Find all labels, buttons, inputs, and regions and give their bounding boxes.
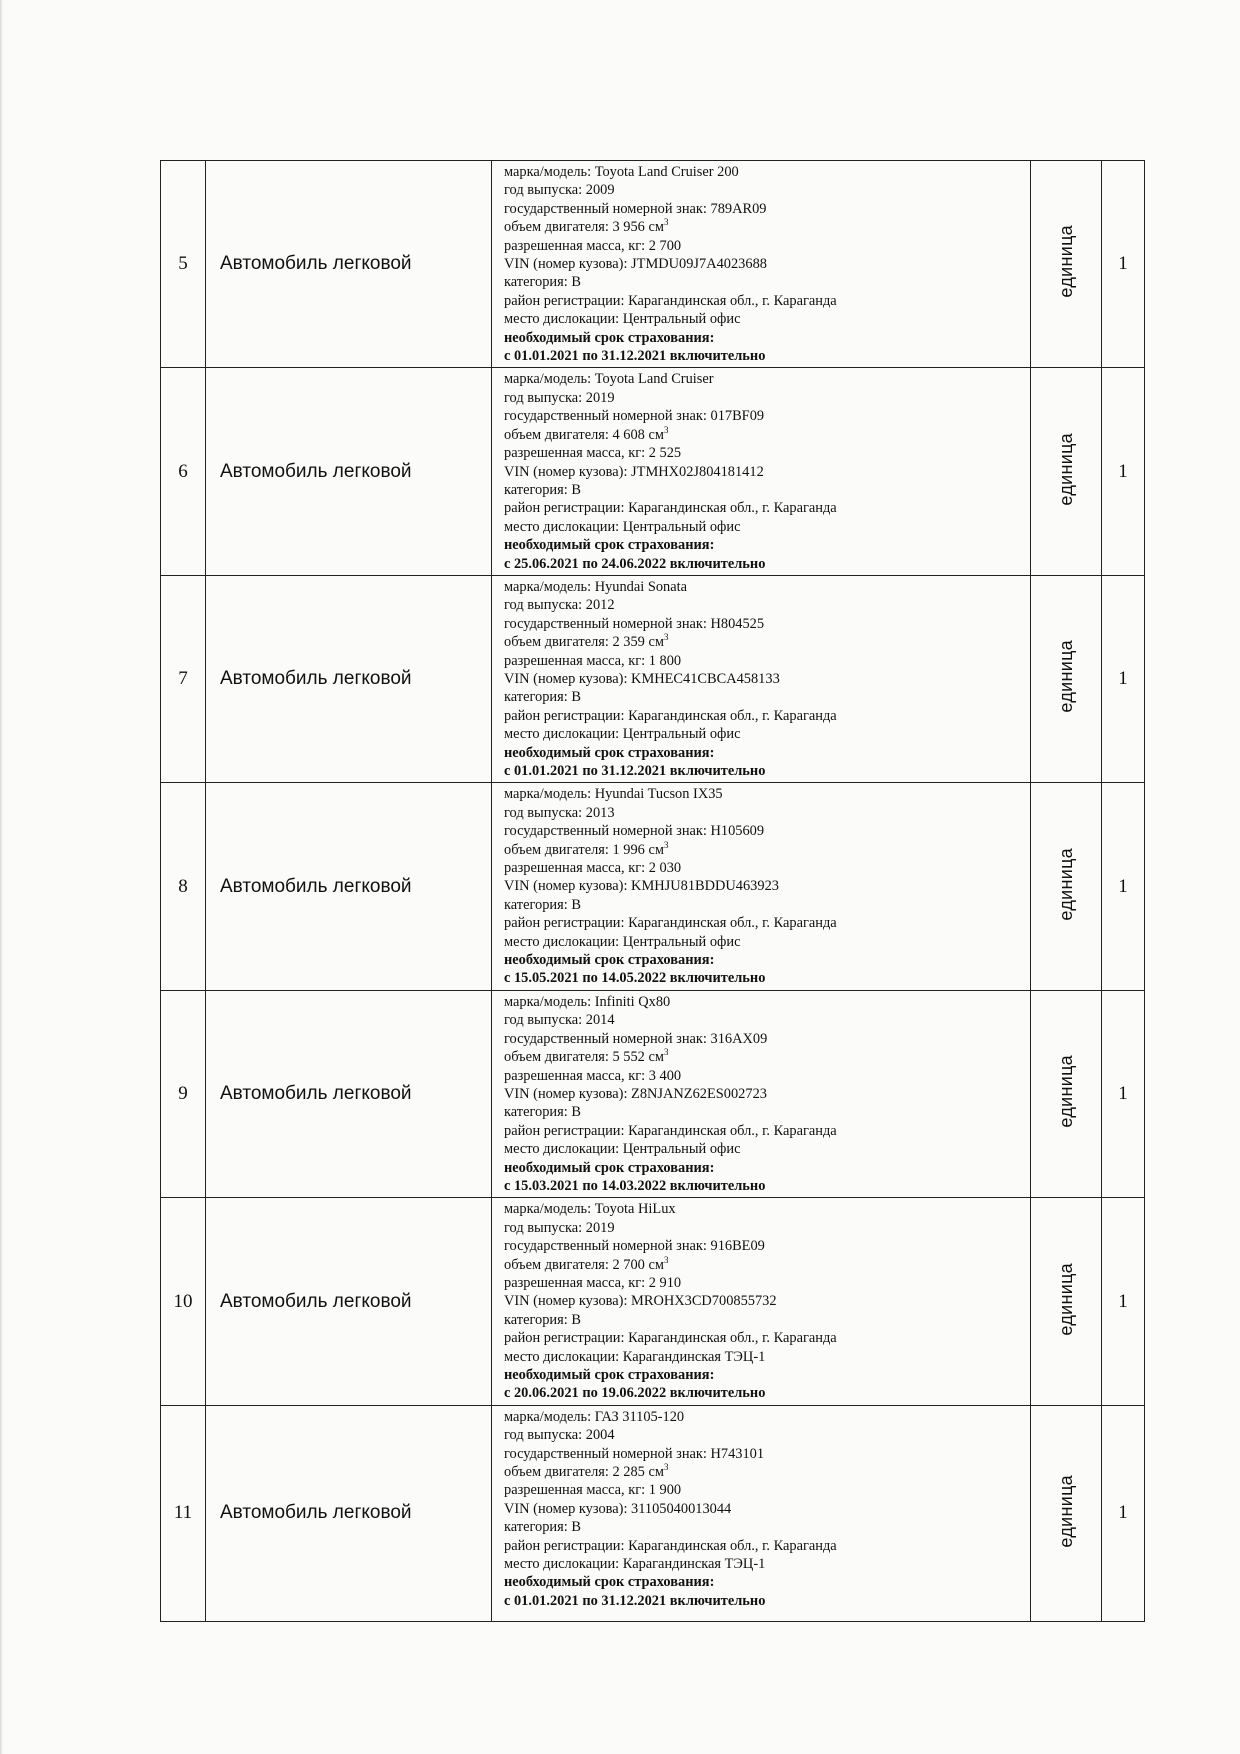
year-label: год выпуска: (504, 1427, 586, 1444)
model-line (504, 1200, 1024, 1218)
engine-line (504, 218, 1024, 236)
plate-line (504, 407, 1024, 425)
item-name: Автомобиль легковой (206, 161, 492, 368)
quantity: 1 (1102, 783, 1145, 990)
plate-line (504, 1030, 1024, 1048)
engine-unit: см (644, 841, 664, 858)
model-value: Infiniti Qx80 (594, 993, 671, 1010)
category-line (504, 1311, 1024, 1329)
engine-label: объем двигателя: (504, 426, 613, 443)
plate-label: государственный номерной знак: (504, 200, 711, 217)
year-value: 2019 (585, 1219, 615, 1236)
location-label: место дислокации: (504, 933, 623, 950)
insurance-period: с 20.06.2021 по 19.06.2022 включительно (504, 1385, 766, 1402)
category-value: B (571, 1104, 581, 1121)
model-value: Hyundai Sonata (594, 578, 688, 595)
region-value: Карагандинская обл., г. Караганда (628, 1537, 837, 1554)
mass-line (504, 1274, 1024, 1292)
engine-value: 2 700 (612, 1256, 645, 1273)
year-line (504, 181, 1024, 199)
engine-unit-exponent: 3 (663, 217, 669, 228)
region-line (504, 499, 1024, 517)
engine-unit: см (644, 1464, 664, 1481)
engine-label: объем двигателя: (504, 1256, 613, 1273)
mass-label: разрешенная масса, кг: (504, 1482, 649, 1499)
engine-value: 2 285 (612, 1464, 645, 1481)
region-label: район регистрации: (504, 500, 629, 517)
category-line (504, 1103, 1024, 1121)
table-row (161, 575, 1145, 782)
row-number: 5 (161, 161, 206, 368)
vehicle-rows (161, 161, 1145, 1622)
category-line (504, 481, 1024, 499)
insurance-period: с 25.06.2021 по 24.06.2022 включительно (504, 555, 766, 572)
location-line (504, 1348, 1024, 1366)
plate-value: 017BF09 (710, 408, 765, 425)
unit-cell (1031, 783, 1102, 990)
row-number: 8 (161, 783, 206, 990)
region-value: Карагандинская обл., г. Караганда (628, 1122, 837, 1139)
quantity: 1 (1102, 161, 1145, 368)
engine-value: 4 608 (612, 426, 645, 443)
mass-value: 2 700 (648, 237, 682, 254)
model-value: Toyota HiLux (594, 1201, 676, 1218)
engine-line (504, 633, 1024, 651)
model-line (504, 1408, 1024, 1426)
vehicle-description (492, 1405, 1031, 1621)
location-label: место дислокации: (504, 726, 623, 743)
engine-unit: см (644, 1049, 664, 1066)
engine-value: 1 996 (612, 841, 645, 858)
item-name: Автомобиль легковой (206, 368, 492, 575)
unit-label: единица (1055, 225, 1076, 299)
insurance-title: необходимый срок страхования: (504, 1159, 715, 1176)
table-row (161, 783, 1145, 990)
model-label: марка/модель: (504, 1408, 595, 1425)
plate-value: 789AR09 (710, 200, 767, 217)
item-name: Автомобиль легковой (206, 575, 492, 782)
unit-label: единица (1055, 432, 1076, 506)
year-label: год выпуска: (504, 1219, 586, 1236)
location-value: Центральный офис (622, 518, 741, 535)
region-value: Карагандинская обл., г. Караганда (628, 292, 837, 309)
category-label: категория: (504, 1104, 572, 1121)
plate-label: государственный номерной знак: (504, 1445, 711, 1462)
plate-line (504, 1237, 1024, 1255)
row-number: 6 (161, 368, 206, 575)
location-label: место дислокации: (504, 1348, 623, 1365)
engine-label: объем двигателя: (504, 1049, 613, 1066)
vin-line (504, 877, 1024, 895)
category-line (504, 273, 1024, 291)
plate-line (504, 1445, 1024, 1463)
insurance-title: необходимый срок страхования: (504, 329, 715, 346)
model-value: Toyota Land Cruiser 200 (594, 164, 739, 180)
location-label: место дислокации: (504, 1556, 623, 1573)
row-number: 7 (161, 575, 206, 782)
model-line (504, 370, 1024, 388)
quantity: 1 (1102, 368, 1145, 575)
location-line (504, 933, 1024, 951)
mass-line (504, 444, 1024, 462)
vin-label: VIN (номер кузова): (504, 463, 632, 480)
year-value: 2013 (585, 804, 615, 821)
plate-value: H743101 (710, 1445, 765, 1462)
vin-line (504, 255, 1024, 273)
engine-unit-exponent: 3 (663, 1047, 669, 1058)
model-label: марка/модель: (504, 1201, 595, 1218)
vehicle-description (492, 368, 1031, 575)
table-row (161, 1405, 1145, 1621)
mass-label: разрешенная масса, кг: (504, 445, 649, 462)
vin-value: MROHX3CD700855732 (631, 1293, 777, 1310)
engine-label: объем двигателя: (504, 1464, 613, 1481)
vin-line (504, 670, 1024, 688)
item-name: Автомобиль легковой (206, 783, 492, 990)
location-label: место дислокации: (504, 311, 623, 328)
item-name: Автомобиль легковой (206, 990, 492, 1197)
category-label: категория: (504, 481, 572, 498)
region-label: район регистрации: (504, 1330, 629, 1347)
year-value: 2014 (585, 1012, 615, 1029)
mass-label: разрешенная масса, кг: (504, 860, 649, 877)
vehicle-description (492, 783, 1031, 990)
category-label: категория: (504, 1311, 572, 1328)
vehicle-description (492, 990, 1031, 1197)
vin-value: JTMHX02J804181412 (631, 463, 764, 480)
category-label: категория: (504, 689, 572, 706)
year-value: 2009 (585, 182, 615, 199)
engine-line (504, 841, 1024, 859)
region-line (504, 1537, 1024, 1555)
unit-cell (1031, 575, 1102, 782)
region-label: район регистрации: (504, 915, 629, 932)
vin-label: VIN (номер кузова): (504, 256, 632, 273)
mass-value: 2 910 (648, 1274, 682, 1291)
quantity: 1 (1102, 575, 1145, 782)
category-value: B (571, 1311, 581, 1328)
mass-value: 1 800 (648, 652, 682, 669)
year-line (504, 804, 1024, 822)
mass-value: 2 525 (648, 445, 682, 462)
quantity: 1 (1102, 990, 1145, 1197)
region-line (504, 1122, 1024, 1140)
vin-value: KMHEC41CBCA458133 (631, 670, 780, 687)
engine-value: 5 552 (612, 1049, 645, 1066)
vin-line (504, 463, 1024, 481)
engine-label: объем двигателя: (504, 219, 613, 236)
year-line (504, 1426, 1024, 1444)
model-label: марка/модель: (504, 371, 595, 388)
insurance-title: необходимый срок страхования: (504, 1367, 715, 1383)
region-label: район регистрации: (504, 1122, 629, 1139)
model-label: марка/модель: (504, 786, 595, 803)
unit-label: единица (1055, 847, 1076, 921)
model-line (504, 163, 1024, 181)
insurance-period: с 01.01.2021 по 31.12.2021 включительно (504, 348, 766, 365)
location-value: Карагандинская ТЭЦ-1 (622, 1556, 766, 1573)
location-value: Центральный офис (622, 311, 741, 328)
quantity: 1 (1102, 1405, 1145, 1621)
category-value: B (571, 481, 581, 498)
region-value: Карагандинская обл., г. Караганда (628, 707, 837, 724)
engine-unit-exponent: 3 (663, 839, 669, 850)
engine-line (504, 1256, 1024, 1274)
row-number: 11 (161, 1405, 206, 1621)
plate-value: H804525 (710, 615, 765, 632)
model-label: марка/модель: (504, 164, 595, 180)
vehicle-description (492, 575, 1031, 782)
scan-edge (0, 0, 3, 1754)
plate-value: 316AX09 (710, 1030, 768, 1047)
plate-line (504, 615, 1024, 633)
vin-line (504, 1085, 1024, 1103)
location-label: место дислокации: (504, 518, 623, 535)
unit-label: единица (1055, 1055, 1076, 1128)
row-number: 10 (161, 1198, 206, 1405)
unit-cell (1031, 161, 1102, 368)
item-name: Автомобиль легковой (206, 1198, 492, 1405)
insurance-title: необходимый срок страхования: (504, 1574, 715, 1591)
year-line (504, 596, 1024, 614)
table-row (161, 368, 1145, 575)
category-line (504, 1518, 1024, 1536)
engine-unit-exponent: 3 (663, 632, 669, 643)
category-label: категория: (504, 274, 572, 291)
year-label: год выпуска: (504, 804, 586, 821)
engine-line (504, 1048, 1024, 1066)
unit-cell (1031, 1405, 1102, 1621)
engine-unit: см (644, 426, 664, 443)
plate-label: государственный номерной знак: (504, 408, 711, 425)
insurance-title: необходимый срок страхования: (504, 744, 715, 761)
insurance-title: необходимый срок страхования: (504, 952, 715, 969)
engine-unit-exponent: 3 (663, 424, 669, 435)
model-value: ГАЗ 31105-120 (594, 1408, 685, 1425)
year-label: год выпуска: (504, 389, 586, 406)
category-label: категория: (504, 1519, 572, 1536)
vin-value: Z8NJANZ62ES002723 (631, 1085, 767, 1102)
mass-line (504, 1481, 1024, 1499)
mass-value: 1 900 (648, 1482, 682, 1499)
vin-label: VIN (номер кузова): (504, 1085, 632, 1102)
engine-unit-exponent: 3 (663, 1462, 669, 1473)
location-value: Центральный офис (622, 933, 741, 950)
engine-unit: см (644, 634, 664, 651)
mass-label: разрешенная масса, кг: (504, 652, 649, 669)
unit-label: единица (1055, 1262, 1076, 1336)
engine-label: объем двигателя: (504, 634, 613, 651)
year-line (504, 1219, 1024, 1237)
plate-label: государственный номерной знак: (504, 823, 711, 840)
unit-cell (1031, 1198, 1102, 1405)
vin-value: JTMDU09J7A4023688 (631, 256, 767, 273)
year-label: год выпуска: (504, 597, 586, 614)
year-value: 2019 (585, 389, 615, 406)
plate-label: государственный номерной знак: (504, 1238, 711, 1255)
year-label: год выпуска: (504, 1012, 586, 1029)
model-line (504, 993, 1024, 1011)
vin-value: 31105040013044 (631, 1500, 732, 1517)
mass-value: 3 400 (648, 1067, 682, 1084)
engine-value: 2 359 (612, 634, 645, 651)
region-line (504, 292, 1024, 310)
vin-label: VIN (номер кузова): (504, 670, 632, 687)
vin-line (504, 1500, 1024, 1518)
location-value: Центральный офис (622, 726, 741, 743)
year-value: 2012 (585, 597, 615, 614)
category-value: B (571, 896, 581, 913)
mass-label: разрешенная масса, кг: (504, 1067, 649, 1084)
vin-line (504, 1292, 1024, 1310)
mass-line (504, 859, 1024, 877)
engine-line (504, 426, 1024, 444)
region-line (504, 707, 1024, 725)
model-label: марка/модель: (504, 993, 595, 1010)
location-line (504, 518, 1024, 536)
item-name: Автомобиль легковой (206, 1405, 492, 1621)
table-row (161, 1198, 1145, 1405)
location-line (504, 725, 1024, 743)
category-label: категория: (504, 896, 572, 913)
location-value: Центральный офис (622, 1141, 741, 1158)
region-value: Карагандинская обл., г. Караганда (628, 500, 837, 517)
year-line (504, 1011, 1024, 1029)
location-line (504, 310, 1024, 328)
model-line (504, 578, 1024, 596)
plate-line (504, 200, 1024, 218)
engine-unit: см (644, 1256, 664, 1273)
insurance-period: с 15.03.2021 по 14.03.2022 включительно (504, 1177, 766, 1194)
plate-label: государственный номерной знак: (504, 615, 711, 632)
insurance-period: с 01.01.2021 по 31.12.2021 включительно (504, 1592, 766, 1609)
insurance-period: с 15.05.2021 по 14.05.2022 включительно (504, 970, 766, 987)
year-label: год выпуска: (504, 182, 586, 199)
mass-label: разрешенная масса, кг: (504, 237, 649, 254)
vehicle-description (492, 161, 1031, 368)
category-line (504, 688, 1024, 706)
plate-value: H105609 (710, 823, 765, 840)
region-line (504, 1329, 1024, 1347)
region-label: район регистрации: (504, 707, 629, 724)
location-line (504, 1140, 1024, 1158)
engine-line (504, 1463, 1024, 1481)
vehicle-description (492, 1198, 1031, 1405)
vin-label: VIN (номер кузова): (504, 1293, 632, 1310)
plate-line (504, 822, 1024, 840)
region-label: район регистрации: (504, 1537, 629, 1554)
unit-cell (1031, 368, 1102, 575)
plate-value: 916BE09 (710, 1238, 765, 1255)
unit-label: единица (1055, 1474, 1076, 1548)
row-number: 9 (161, 990, 206, 1197)
vehicle-spec-table (160, 160, 1145, 1622)
region-label: район регистрации: (504, 292, 629, 309)
model-value: Hyundai Tucson IX35 (594, 786, 723, 803)
engine-value: 3 956 (612, 219, 645, 236)
year-line (504, 389, 1024, 407)
engine-unit-exponent: 3 (663, 1254, 669, 1265)
mass-line (504, 1067, 1024, 1085)
region-value: Карагандинская обл., г. Караганда (628, 915, 837, 932)
table-row (161, 990, 1145, 1197)
category-line (504, 896, 1024, 914)
vin-value: KMHJU81BDDU463923 (631, 878, 779, 895)
mass-line (504, 237, 1024, 255)
vin-label: VIN (номер кузова): (504, 878, 632, 895)
location-label: место дислокации: (504, 1141, 623, 1158)
table-row (161, 161, 1145, 368)
category-value: B (571, 689, 581, 706)
location-value: Карагандинская ТЭЦ-1 (622, 1348, 766, 1365)
plate-label: государственный номерной знак: (504, 1030, 711, 1047)
location-line (504, 1555, 1024, 1573)
category-value: B (571, 274, 581, 291)
vin-label: VIN (номер кузова): (504, 1500, 632, 1517)
mass-line (504, 652, 1024, 670)
mass-label: разрешенная масса, кг: (504, 1274, 649, 1291)
model-label: марка/модель: (504, 578, 595, 595)
unit-label: единица (1055, 640, 1076, 713)
category-value: B (571, 1519, 581, 1536)
model-line (504, 785, 1024, 803)
insurance-period: с 01.01.2021 по 31.12.2021 включительно (504, 763, 766, 779)
region-value: Карагандинская обл., г. Караганда (628, 1330, 837, 1347)
unit-cell (1031, 990, 1102, 1197)
year-value: 2004 (585, 1427, 615, 1444)
insurance-title: необходимый срок страхования: (504, 537, 715, 554)
quantity: 1 (1102, 1198, 1145, 1405)
model-value: Toyota Land Cruiser (594, 371, 714, 388)
engine-label: объем двигателя: (504, 841, 613, 858)
mass-value: 2 030 (648, 860, 682, 877)
region-line (504, 914, 1024, 932)
engine-unit: см (644, 219, 664, 236)
